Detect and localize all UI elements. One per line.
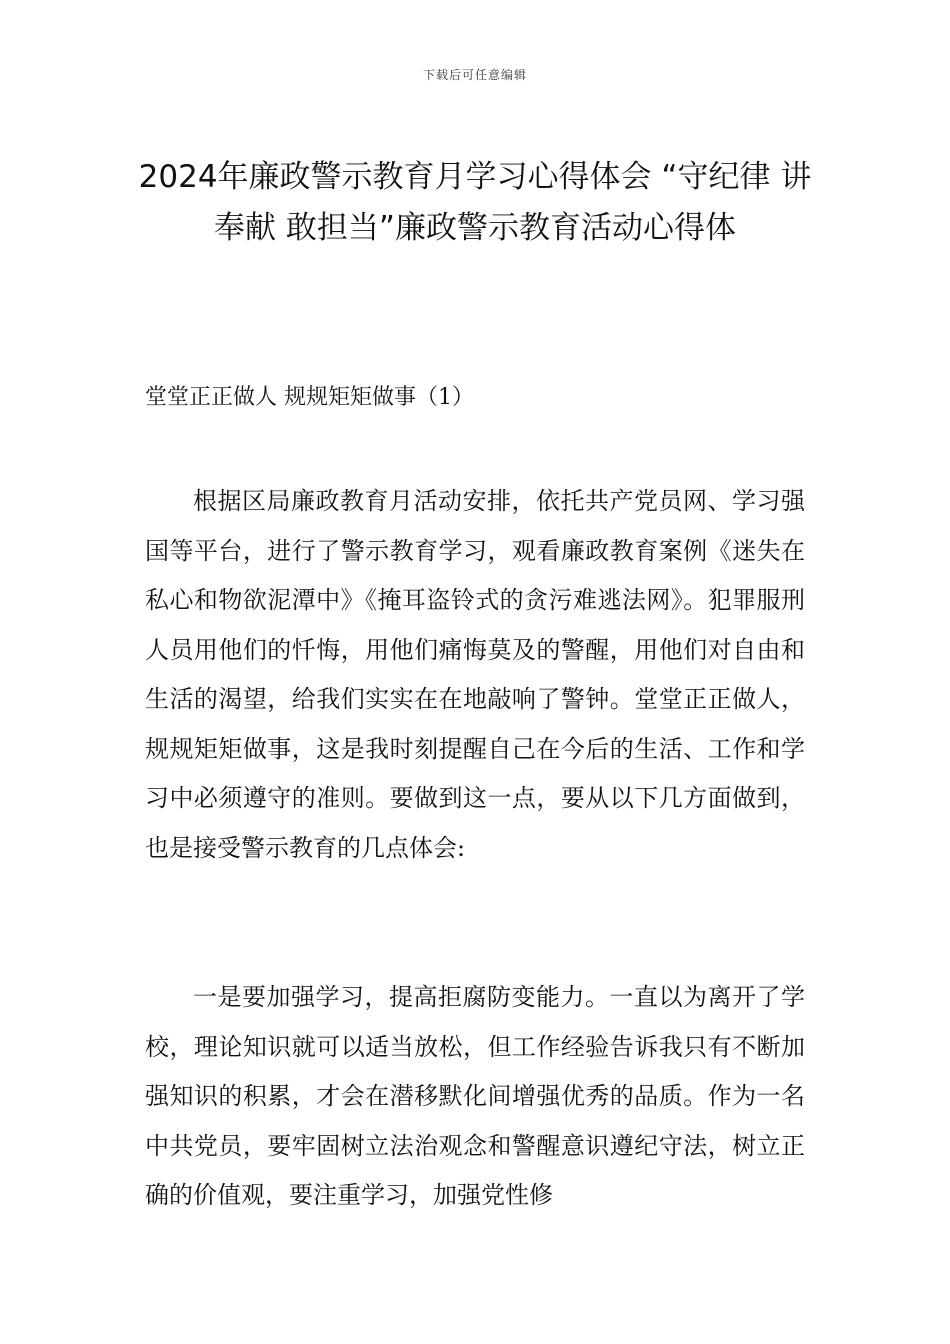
body-paragraph-2: 一是要加强学习，提高拒腐防变能力。一直以为离开了学校，理论知识就可以适当放松，但工作经验告诉我只有不断加强知识的积累，才会在潜移默化间增强优秀的品质。作为一名中共党员，要牢固树立法治观念和警醒意识遵纪守法，树立正确的价值观，要注重学习，加强党性修: [145, 983, 805, 1209]
body-paragraph-1: 根据区局廉政教育月活动安排，依托共产党员网、学习强国等平台，进行了警示教育学习，观看廉政教育案例《迷失在私心和物欲泥潭中》《掩耳盗铃式的贪污难逃法网》。犯罪服刑人员用他们的忏悔，用他们痛悔莫及的警醒，用他们对自由和生活的渴望，给我们实实在在地敲响了警钟。堂堂正正做人，规规矩矩做事，这是我时刻提醒自己在今后的生活、工作和学习中必须遵守的准则。要做到这一点，要从以下几方面做到，也是接受警示教育的几点体会:: [145, 487, 805, 862]
section-subtitle: 堂堂正正做人 规规矩矩做事（1）: [145, 385, 474, 410]
document-title: 2024年廉政警示教育月学习心得体会 “守纪律 讲奉献 敢担当”廉政警示教育活动心得体: [138, 159, 812, 246]
header-note: 下载后可任意编辑: [422, 68, 527, 82]
